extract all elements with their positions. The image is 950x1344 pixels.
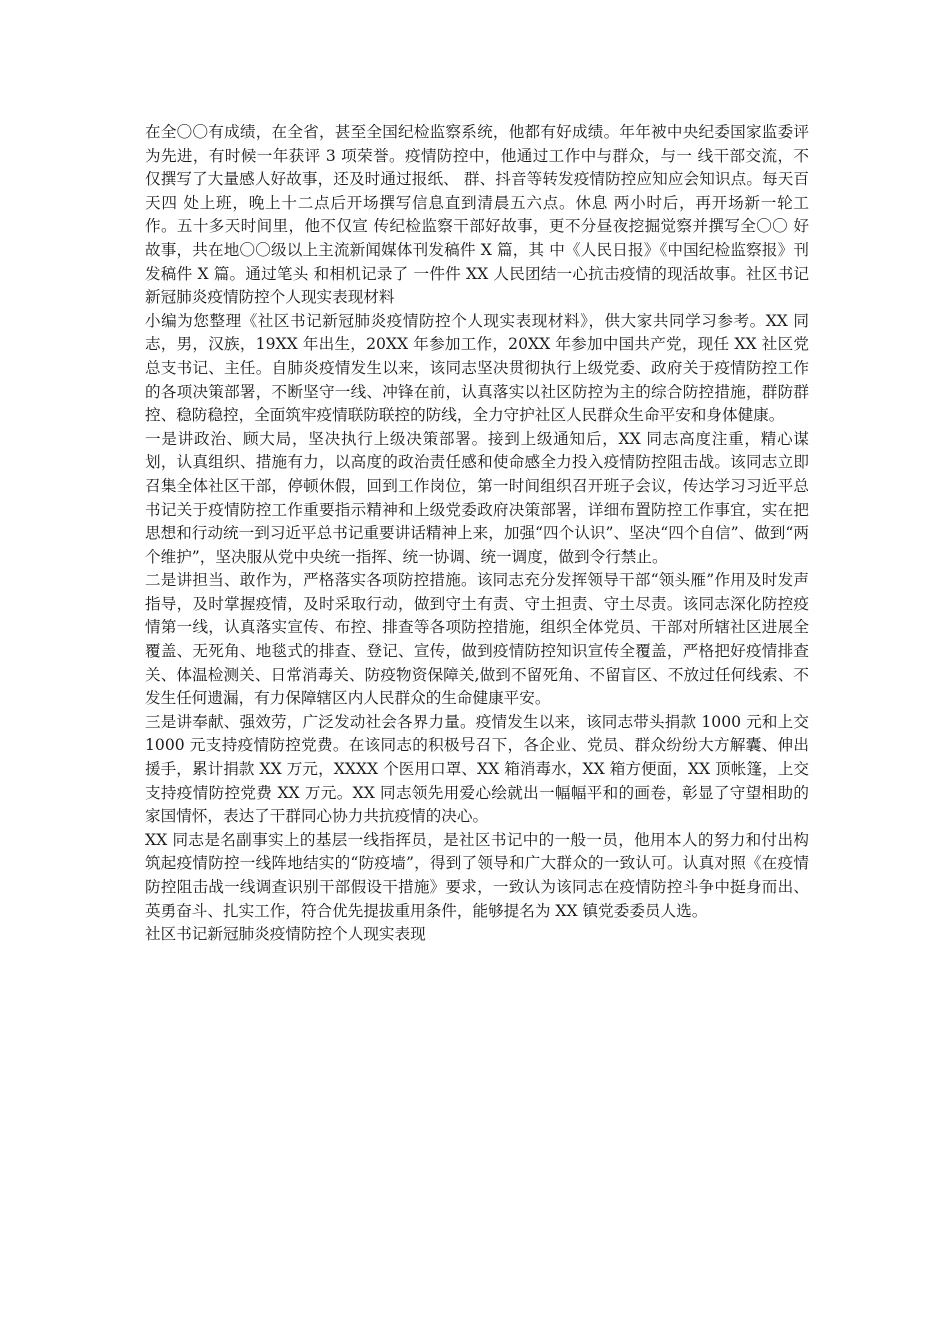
paragraph-point-three: 三是讲奉献、强效劳，广泛发动社会各界力量。疫情发生以来，该同志带头捐款 1000 元和上交 1000 元支持疫情防控党费。在该同志的积极号召下，各企业、党员、群众纷纷大方解囊、伸出援手，累计捐款 XX 万元，XXXX 个医用口罩、XX 箱消毒水，XX 箱方便面，XX 顶帐篷，上交支持疫情防控党费 XX 万元。XX 同志领先用爱心绘就出一幅幅平和的画卷，彰显了守望相助的家国情怀，表达了干群同心协力共抗疫情的决心。 [145, 712, 809, 826]
paragraph-point-two: 二是讲担当、敢作为，严格落实各项防控措施。该同志充分发挥领导干部“领头雁”作用及时发声指导，及时掌握疫情，及时采取行动，做到守土有责、守土担责、守土尽责。该同志深化防控疫情第一线，认真落实宣传、布控、排查等各项防控措施，组织全体党员、干部对所辖社区进展全覆盖、无死角、地毯式的排查、登记、宣传，做到疫情防控知识宣传全覆盖，严格把好疫情排查关、体温检测关、日常消毒关、防疫物资保障关,做到不留死角、不留盲区、不放过任何线索、不发生任何遗漏，有力保障辖区内人民群众的生命健康平安。 [145, 571, 809, 708]
paragraph-conclusion: XX 同志是名副事实上的基层一线指挥员，是社区书记中的一般一员，他用本人的努力和付出构筑起疫情防控一线阵地结实的“防疫墙”，得到了领导和广大群众的一致认可。认真对照《在疫情防控阻击战一线调查识别干部假设干措施》要求，一致认为该同志在疫情防控斗争中挺身而出、英勇奋斗、扎实工作，符合优先提拔重用条件，能够提名为 XX 镇党委委员人选。 [145, 830, 809, 920]
paragraph-intro-story: 在全〇〇有成绩，在全省，甚至全国纪检监察系统，他都有好成绩。年年被中央纪委国家监委评为先进，有时候一年获评 3 项荣誉。疫情防控中，他通过工作中与群众，与一 线干部交流，不仅撰写了大量感人好故事，还及时通过报纸、 群、抖音等转发疫情防控应知应会知识点。每天百天四 处上班，晚上十二点后开场撰写信息直到清晨五六点。休息 两小时后，再开场新一轮工作。五十多天时间里，他不仅宣 传纪检监察干部好故事，更不分昼夜挖掘觉察并撰写全〇〇 好故事，共在地〇〇级以上主流新闻媒体刊发稿件 X 篇，其 中《人民日报》《中国纪检监察报》刊发稿件 X 篇。通过笔头 和相机记录了 一件件 XX 人民团结一心抗击疫情的现活故事。社区书记新冠肺炎疫情防控个人现实表现材料 [145, 123, 809, 307]
paragraph-point-one: 一是讲政治、顾大局，坚决执行上级决策部署。接到上级通知后，XX 同志高度注重，精心谋划，认真组织、措施有力，以高度的政治责任感和使命感全力投入疫情防控阻击战。该同志立即召集全体社区干部，停顿休假，回到工作岗位，第一时间组织召开班子会议，传达学习习近平总书记关于疫情防控工作重要指示精神和上级党委政府决策部署，详细布置防控工作事宜，实在把思想和行动统一到习近平总书记重要讲话精神上来，加强“四个认识”、坚决“四个自信”、做到“两个维护”，坚决服从党中央统一指挥、统一协调、统一调度，做到令行禁止。 [145, 429, 809, 566]
paragraph-summary: 小编为您整理《社区书记新冠肺炎疫情防控个人现实表现材料》，供大家共同学习参考。XX 同志，男，汉族，19XX 年出生，20XX 年参加工作，20XX 年参加中国共产党，现任 XX 社区党总支书记、主任。自肺炎疫情发生以来，该同志坚决贯彻执行上级党委、政府关于疫情防控工作的各项决策部署，不断坚守一线、冲锋在前，认真落实以社区防控为主的综合防控措施，群防群控、稳防稳控，全面筑牢疫情联防联控的防线，全力守护社区人民群众生命平安和身体健康。 [145, 311, 809, 425]
document-body [145, 121, 809, 947]
document-footer-title: 社区书记新冠肺炎疫情防控个人现实表现 [145, 925, 426, 944]
